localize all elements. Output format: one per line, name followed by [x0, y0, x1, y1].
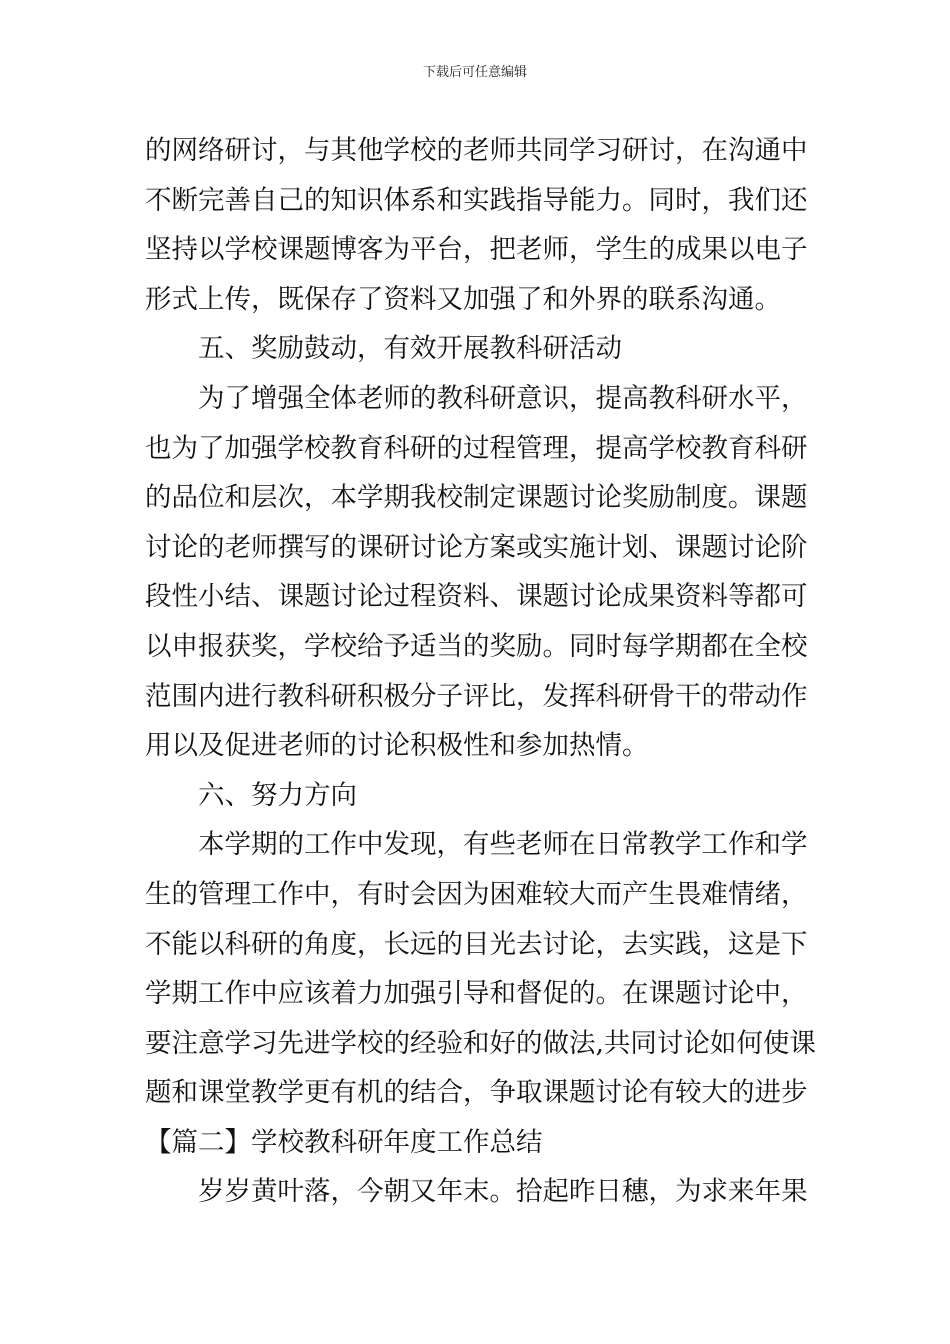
text-line: 本学期的工作中发现，有些老师在日常教学工作和学 [198, 829, 808, 861]
text-line: 用以及促进老师的讨论积极性和参加热情。 [145, 730, 649, 762]
text-line: 五、奖励鼓动，有效开展教科研活动 [198, 333, 622, 365]
text-line: 的网络研讨，与其他学校的老师共同学习研讨，在沟通中 [145, 135, 808, 166]
text-line: 生的管理工作中，有时会因为困难较大而产生畏难情绪， [145, 878, 808, 910]
text-line: 不断完善自己的知识体系和实践指导能力。同时，我们还 [145, 184, 808, 216]
text-line: 也为了加强学校教育科研的过程管理，提高学校教育科研 [145, 432, 808, 464]
text-line: 讨论的老师撰写的课研讨论方案或实施计划、课题讨论阶 [145, 531, 808, 563]
text-line: 坚持以学校课题博客为平台，把老师，学生的成果以电子 [145, 234, 808, 266]
text-line: 学期工作中应该着力加强引导和督促的。在课题讨论中， [145, 978, 808, 1010]
page-header: 下载后可任意编辑 [422, 65, 527, 80]
text-line: 要注意学习先进学校的经验和好的做法,共同讨论如何使课 [145, 1027, 816, 1059]
text-line: 形式上传，既保存了资料又加强了和外界的联系沟通。 [145, 283, 781, 315]
document-body [145, 126, 815, 1217]
text-line: 范围内进行教科研积极分子评比，发挥科研骨干的带动作 [145, 680, 808, 712]
text-line: 段性小结、课题讨论过程资料、课题讨论成果资料等都可 [145, 581, 808, 613]
text-line: 【篇二】学校教科研年度工作总结 [145, 1126, 543, 1158]
text-line: 岁岁黄叶落，今朝又年末。拾起昨日穗，为求来年果 [198, 1176, 808, 1208]
text-line: 为了增强全体老师的教科研意识，提高教科研水平， [198, 382, 808, 414]
text-line: 以申报获奖，学校给予适当的奖励。同时每学期都在全校 [145, 630, 808, 662]
text-line: 不能以科研的角度，长远的目光去讨论，去实践，这是下 [145, 928, 808, 960]
text-line: 题和课堂教学更有机的结合，争取课题讨论有较大的进步 [145, 1077, 808, 1109]
text-line: 六、努力方向 [198, 779, 357, 811]
text-line: 的品位和层次，本学期我校制定课题讨论奖励制度。课题 [145, 482, 808, 514]
